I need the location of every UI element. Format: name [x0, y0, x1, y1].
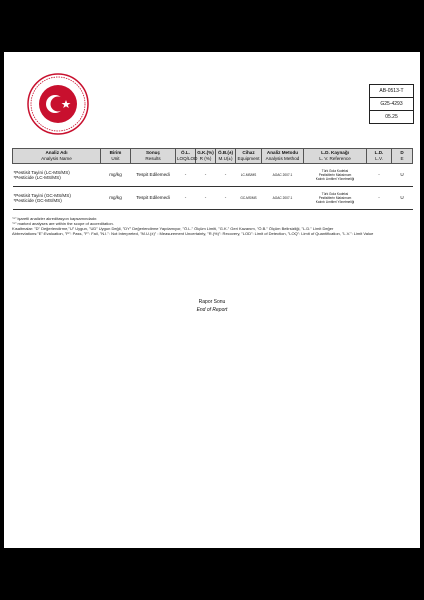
recovery-cell: - — [196, 187, 216, 210]
end-of-report — [4, 298, 420, 314]
results-table — [12, 148, 413, 210]
evaluation-cell: U — [392, 164, 413, 187]
abbreviations-tr: Kısaltmalar: "D" Değerlendirme,"U" Uygun, "UD" Uygun Değil, "DY" Değerlendirme Yapılamıyor, "Ö.L." Ölçüm Limiti, "G.K." Geri Kazanım, "Ö.B." Ölçüm Belirsizliği, "L.D." Limit Değer — [12, 226, 334, 231]
table-header-row — [13, 149, 413, 164]
evaluation-cell: U — [392, 187, 413, 210]
table-row — [13, 187, 413, 210]
accreditation-note-tr: "*" işaretli analizler akreditasyon kapsamındadır. — [12, 216, 98, 221]
result-cell: Tespit Edilemedi — [131, 164, 176, 187]
unit-cell: mg/kg — [101, 164, 131, 187]
footnotes — [12, 216, 416, 236]
header-method: Analiz Metodu Analysis Method — [262, 149, 304, 164]
limit-value-cell: - — [367, 164, 392, 187]
method-cell: AOAC 2007.1 — [262, 164, 304, 187]
uncertainty-cell: - — [216, 164, 236, 187]
reference-cell: Türk Gıda Kodeksi Pestisitlerin Maksimum Kalıntı Limitleri Yönetmeliği — [304, 164, 367, 187]
report-code-box — [369, 84, 414, 124]
equipment-cell: GC-MS/MS — [236, 187, 262, 210]
report-code: AB-0513-T — [370, 85, 413, 98]
header-equipment: Cihaz Equipment — [236, 149, 262, 164]
report-number: G25-4293 — [370, 98, 413, 111]
header-unit: Birim Unit — [101, 149, 131, 164]
unit-cell: mg/kg — [101, 187, 131, 210]
recovery-cell: - — [196, 164, 216, 187]
limit-value-cell: - — [367, 187, 392, 210]
equipment-cell: LC-MS/MS — [236, 164, 262, 187]
report-page — [4, 52, 420, 548]
header-evaluation: D E — [392, 149, 413, 164]
report-date: 05.25 — [385, 114, 398, 120]
header-limit-value: L.D. L.V. — [367, 149, 392, 164]
uncertainty-cell: - — [216, 187, 236, 210]
table-row — [13, 164, 413, 187]
header-loq: Ö.L. LOQ/LOD — [176, 149, 196, 164]
abbreviations-en: Abbreviations:"E":Evaluation, "P": Pass, "F": Fail, "N.I.": Not Interpreted, "M.U.(±)" : Measurement Uncertainty, "R.(%)": Recovery, "LOD": Limit of Detection, "LOQ": Limit of Quantification, "L.V.": Limit Value — [12, 231, 374, 236]
accreditation-note-en: "*" marked analyses are within the scope of accreditation. — [12, 221, 114, 226]
end-of-report-en: End of Report — [196, 307, 228, 313]
loq-cell: - — [176, 187, 196, 210]
header-results: Sonuç Results — [131, 149, 176, 164]
ministry-seal-logo — [26, 72, 90, 136]
header-recovery: G.K.(%) R (%) — [196, 149, 216, 164]
analysis-name-cell: *Pestisit Tayini (LC-MS/MS) *Pesticide (LC-MS/MS) — [13, 164, 101, 187]
loq-cell: - — [176, 164, 196, 187]
header-reference: L.D. Kaynağı L. V. Reference — [304, 149, 367, 164]
end-of-report-tr: Rapor Sonu — [198, 299, 226, 305]
reference-cell: Türk Gıda Kodeksi Pestisitlerin Maksimum Kalıntı Limitleri Yönetmeliği — [304, 187, 367, 210]
analysis-name-cell: *Pestisit Tayini (GC-MS/MS) *Pesticide (GC-MS/MS) — [13, 187, 101, 210]
result-cell: Tespit Edilemedi — [131, 187, 176, 210]
header-analysis-name: Analiz Adı Analysis Name — [13, 149, 101, 164]
header-uncertainty: Ö.B.(±) M.U(±) — [216, 149, 236, 164]
method-cell: AOAC 2007.1 — [262, 187, 304, 210]
